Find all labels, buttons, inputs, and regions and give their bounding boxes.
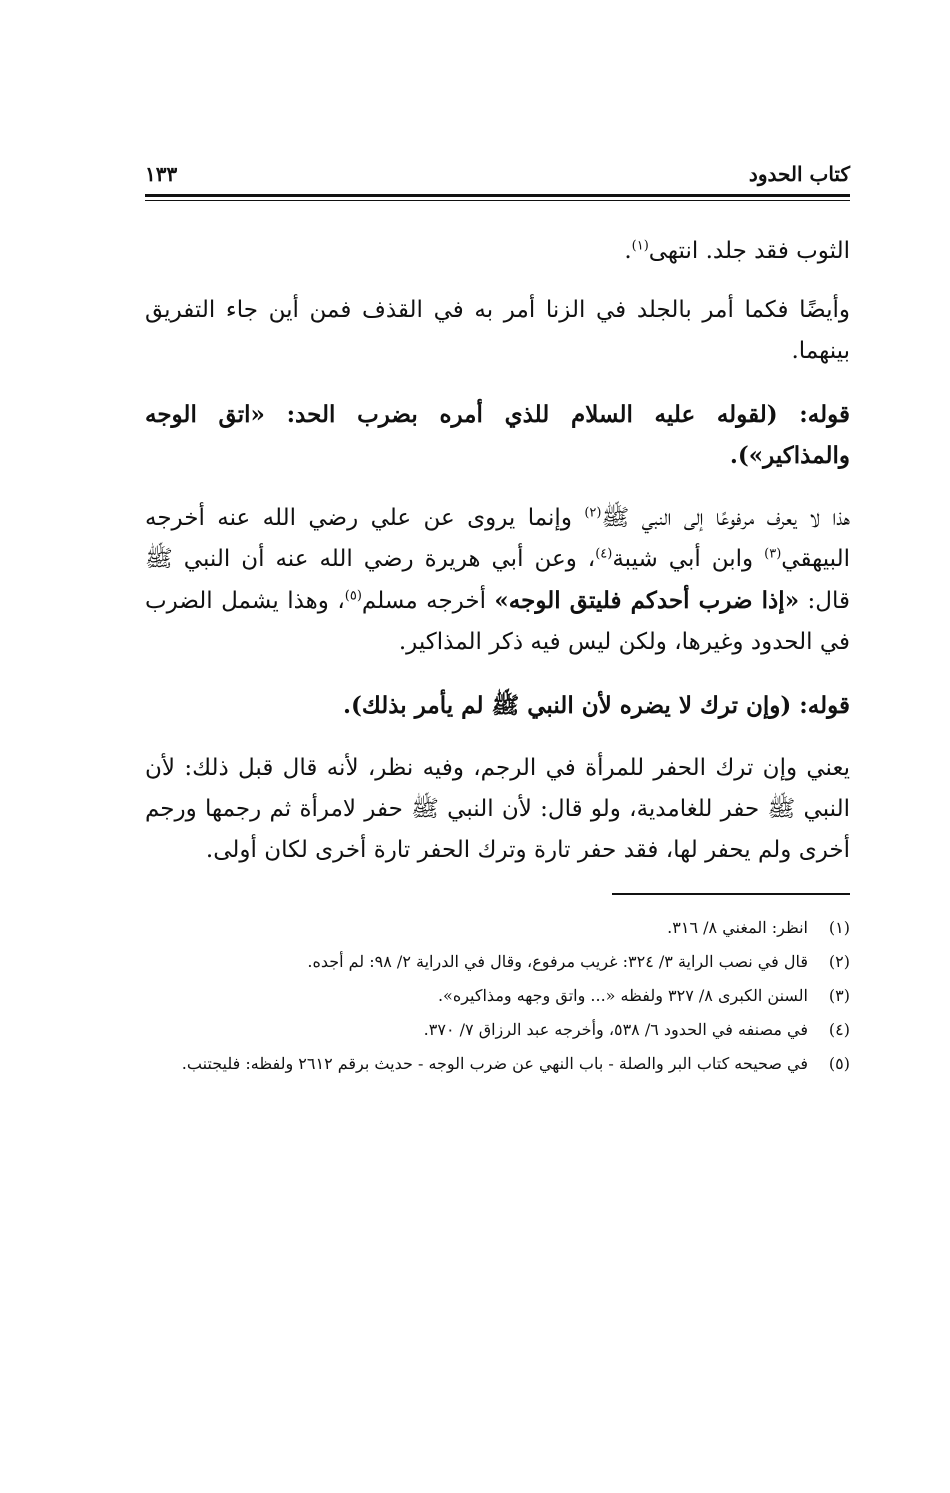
header-rule-thick: [145, 194, 850, 197]
footnote-number: (٤): [828, 1020, 850, 1039]
paragraph-5-quote-heading: قوله: (وإن ترك لا يضره لأن النبي ﷺ لم يأمر بذلك).: [342, 692, 850, 719]
paragraph-4-seg-3: وابن أبي شيبة: [612, 546, 765, 572]
footnote-1: [145, 913, 850, 943]
footnote-text: انظر: المغني ٨/ ٣١٦.: [667, 918, 808, 937]
header-rule-thin: [145, 200, 850, 201]
paragraph-1: [145, 231, 850, 272]
footnote-number: (٢): [828, 952, 850, 971]
footnote-text: في مصنفه في الحدود ٦/ ٥٣٨، وأخرجه عبد الرزاق ٧/ ٣٧٠.: [423, 1020, 808, 1039]
footnote-text: السنن الكبرى ٨/ ٣٢٧ ولفظه «... واتق وجهه ومذاكيره».: [437, 986, 808, 1005]
paragraph-1-tail: .: [624, 238, 632, 264]
footnote-ref-4: (٤): [595, 546, 613, 562]
paragraph-3-quote-heading: قوله: (لقوله عليه السلام للذي أمره بضرب الحد: «اتق الوجه والمذاكير»).: [145, 401, 850, 469]
running-header: [145, 150, 850, 186]
footnote-ref-3: (٣): [764, 546, 782, 562]
footnote-separator: [612, 893, 850, 895]
book-page: [145, 150, 850, 1083]
header-book-title: كتاب الحدود: [748, 162, 850, 186]
header-page-number: ١٣٣: [145, 162, 178, 186]
main-text: [145, 231, 850, 871]
footnote-ref-5: (٥): [344, 588, 362, 604]
footnote-text: قال في نصب الراية ٣/ ٣٢٤: غريب مرفوع، وقال في الدراية ٢/ ٩٨: لم أجده.: [307, 952, 808, 971]
footnote-4: [145, 1015, 850, 1045]
footnote-ref-1: (١): [631, 238, 649, 254]
paragraph-4-seg-1: هذا لا يعرف مرفوعًا إلى النبي ﷺ: [601, 505, 850, 531]
hadith-quote: «إذا ضرب أحدكم فليتق الوجه»: [494, 587, 800, 614]
paragraph-4-seg-4: ، وعن أبي هريرة رضي الله عنه أن النبي ﷺ قال:: [145, 546, 850, 614]
paragraph-2: وأيضًا فكما أمر بالجلد في الزنا أمر به في القذف فمن أين جاء التفريق بينهما.: [145, 297, 850, 364]
footnote-number: (٥): [828, 1054, 850, 1073]
paragraph-4: [145, 498, 850, 663]
footnote-ref-2: (٢): [584, 505, 602, 521]
footnote-3: [145, 981, 850, 1011]
paragraph-1-text: الثوب فقد جلد. انتهى: [648, 238, 850, 264]
footnote-number: (٣): [828, 986, 850, 1005]
footnote-2: [145, 947, 850, 977]
paragraph-6: يعني وإن ترك الحفر للمرأة في الرجم، وفيه نظر، لأنه قال قبل ذلك: لأن النبي ﷺ حفر للغامدية، ولو قال: لأن النبي ﷺ حفر لامرأة ثم رجمها ورجم أخرى ولم يحفر لها، فقد حفر تارة وترك الحفر تارة أخرى لكان أولى.: [145, 755, 850, 863]
paragraph-4-seg-2: وإنما يروى عن علي رضي الله عنه أخرجه البيهقي: [145, 505, 850, 572]
footnote-5: [145, 1049, 850, 1079]
footnote-text: في صحيحه كتاب البر والصلة - باب النهي عن ضرب الوجه - حديث برقم ٢٦١٢ ولفظه: فليجتنب.: [181, 1054, 808, 1073]
footnote-number: (١): [828, 918, 850, 937]
paragraph-4-seg-6: ، وهذا يشمل الضرب في الحدود وغيرها، ولكن ليس فيه ذكر المذاكير.: [145, 588, 850, 655]
footnotes: [145, 913, 850, 1079]
paragraph-4-seg-5: أخرجه مسلم: [361, 588, 495, 614]
